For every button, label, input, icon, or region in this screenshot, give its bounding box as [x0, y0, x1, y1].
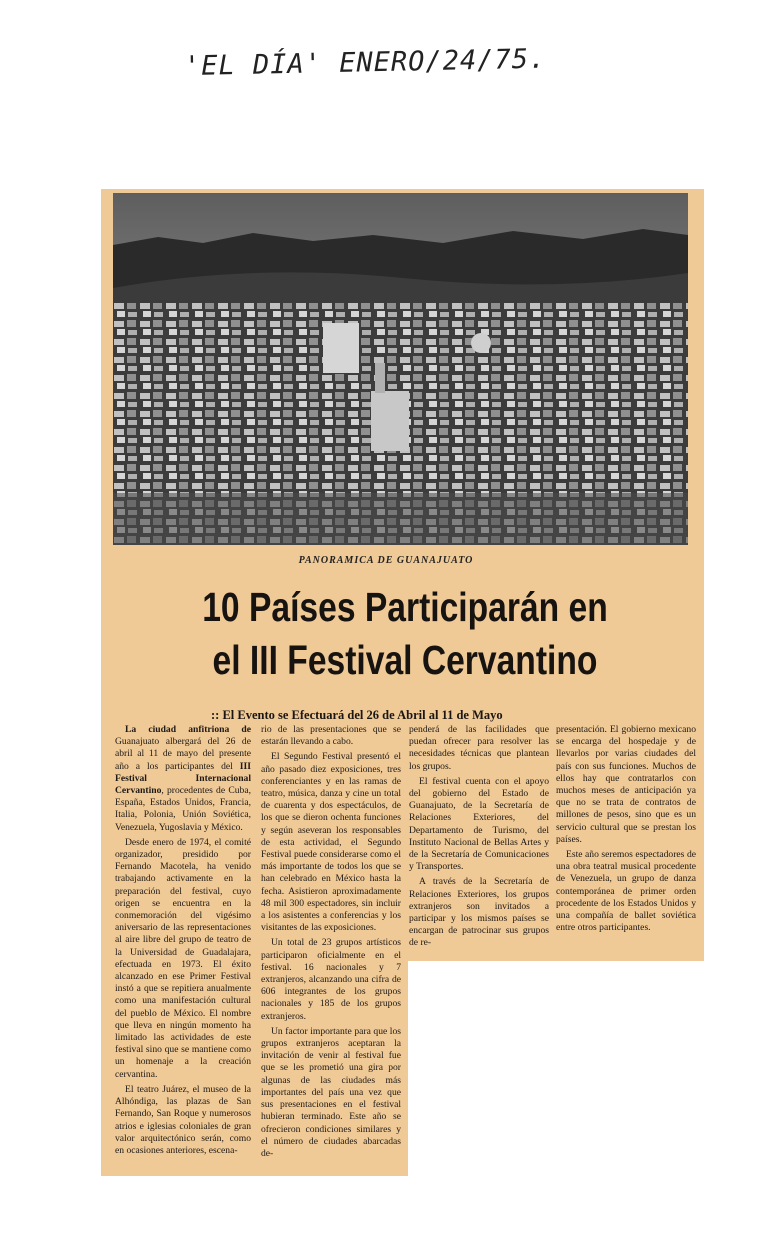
article-paragraph: Este año seremos espectadores de una obra teatral musical procedente de Venezuela, un grupo de danza contemporánea de primer orden procedente de los Estados Unidos y una compañía de ballet soviética entre otros participantes.: [556, 849, 696, 934]
article-paragraph: El Segundo Festival presentó el año pasado diez exposiciones, tres conferenciantes y en las ramas de teatro, música, danza y cine un total de cuarenta y dos espectáculos, de los que se dieron ochenta funciones y según aseveran los responsables de esta actividad, el Segundo Festival puede considerarse como el más importante de todos los que se han celebrado en México hasta la fecha. Asistieron aproximadamente 48 mil 300 espectadores, sin incluir a los asistentes a conferencias y los visitantes de las exposiciones.: [261, 751, 401, 934]
article-column-4: [556, 724, 696, 937]
photo-caption: PANORAMICA DE GUANAJUATO: [298, 555, 474, 566]
article-paragraph: El teatro Juárez, el museo de la Alhóndiga, las plazas de San Fernando, San Roque y numerosos atrios e iglesias coloniales de gran valor arquitectónico serán, como en ocasiones anteriores, escena-: [115, 1083, 251, 1156]
article-paragraph: Un total de 23 grupos artísticos participaron oficialmente en el festival. 16 nacionales y 7 extranjeros, alcanzando una cifra de 606 integrantes de los grupos nacionales y 185 de los grupos extranjeros.: [261, 937, 401, 1022]
article-paragraph: Un factor importante para que los grupos extranjeros aceptaran la invitación de venir al festival fue que se les prometió una gira por algunas de las ciudades más importantes del país una vez que sus presentaciones en el festival hubieran terminado. Este año se ofrecieron condiciones similares y el número de ciudades abarcadas de-: [261, 1025, 401, 1159]
article-paragraph: presentación. El gobierno mexicano se encarga del hospedaje y de llevarlos por varias ciudades del país con sus funciones. Muchos de ellos hay que contratarlos con muchos meses de anticipación ya que no se trata de contratos de millones de pesos, sino que es un servicio cultural que se prestan los países.: [556, 724, 696, 845]
article-paragraph: penderá de las facilidades que puedan ofrecer para resolver las necesidades técnicas que plantean los grupos.: [409, 724, 549, 772]
subheadline: :: El Evento se Efectuará del 26 de Abril al 11 de Mayo: [211, 708, 503, 722]
article-paragraph: La ciudad anfitriona de Guanajuato albergará del 26 de abril al 11 de mayo del presente año a los participantes del III Festival Internacional Cervantino, procedentes de Cuba, España, Estados Unidos, Francia, Italia, Polonia, Unión Soviética, Venezuela, Yugoslavia y México.: [115, 724, 251, 833]
article-paragraph: rio de las presentaciones que se estarán llevando a cabo.: [261, 724, 401, 748]
headline: 10 Países Participarán en el III Festival Cervantino: [202, 584, 608, 683]
newspaper-clipping: [101, 189, 704, 1176]
article-paragraph: El festival cuenta con el apoyo del gobierno del Estado de Guanajuato, de la Secretaría de Relaciones Exteriores, del Departamento de Turismo, del Instituto Nacional de Bellas Artes y de la Secretaría de Comunicaciones y Transportes.: [409, 775, 549, 873]
article-paragraph: Desde enero de 1974, el comité organizador, presidido por Fernando Macotela, ha venido trabajando activamente en la preparación del festival, cuyo origen se encuentra en la conmemoración del vigésimo aniversario de las representaciones al aire libre del grupo de teatro de la Universidad de Guadalajara, efectuada en 1973. El éxito alcanzado en ese Primer Festival instó a que se repitiera anualmente como una manifestación cultural del pueblo de México. El nombre que lleva en ningún momento ha limitado las actividades de este festival sino que se mantiene como un homenaje a la creación cervantina.: [115, 836, 251, 1080]
article-column-2: [261, 724, 401, 1163]
guanajuato-panorama-photo: [113, 193, 688, 545]
article-paragraph: A través de la Secretaría de Relaciones Exteriores, los grupos extranjeros son invitados a participar y los mismos países se encargan de patrocinar sus grupos de re-: [409, 876, 549, 949]
article-column-1: [115, 724, 251, 1160]
handwritten-note: 'EL DÍA' ENERO/24/75.: [183, 43, 547, 83]
article-column-3: [409, 724, 549, 953]
